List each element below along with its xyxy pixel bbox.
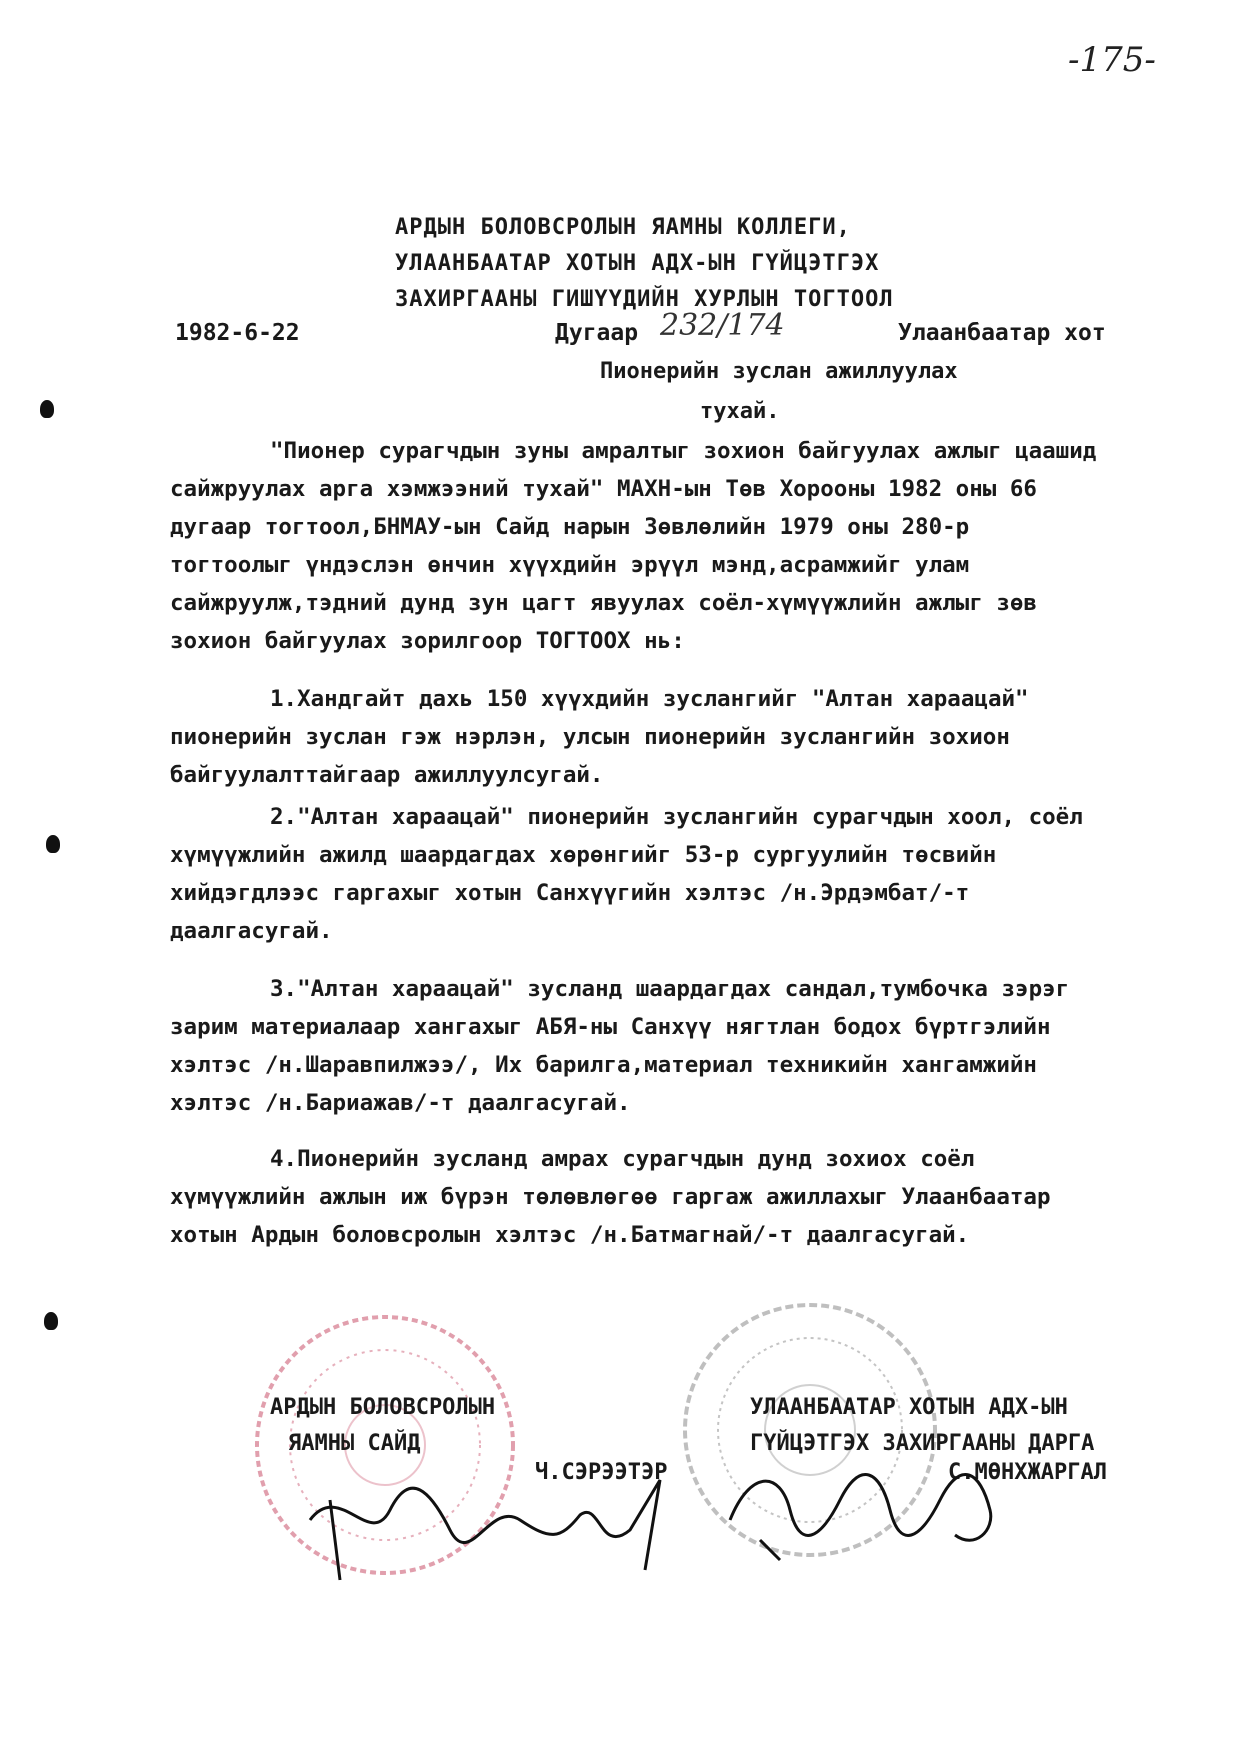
right-signatory-title-line-1: УЛААНБААТАР ХОТЫН АДХ-ЫН [750, 1395, 1068, 1420]
left-signatory-title-line-1: АРДЫН БОЛОВСРОЛЫН [270, 1395, 496, 1420]
right-signatory-title-line-2: ГҮЙЦЭТГЭХ ЗАХИРГААНЫ ДАРГА [750, 1431, 1095, 1456]
document-place: Улаанбаатар хот [898, 320, 1106, 346]
body-paragraph-4 [170, 1140, 1100, 1254]
left-signatory-name: Ч.СЭРЭЭТЭР [535, 1460, 668, 1485]
right-signatory-name: С.МӨНХЖАРГАЛ [948, 1460, 1107, 1485]
document-subject [600, 352, 1100, 432]
body-paragraph-1 [170, 680, 1100, 794]
margin-mark [44, 1312, 58, 1330]
document-number-label: Дугаар [555, 320, 639, 346]
body-paragraph-3-text: 3."Алтан хараацай" зусланд шаардагдах сандал,тумбочка зэрэг зарим материалаар хангахыг АБЯ-ны Санхүү нягтлан бодох бүртгэлийн хэлтэс /н.Шаравпилжээ/, Их барилга,материал техникийн хангамжийн хэлтэс /н.Бариажав/-т даалгасугай. [170, 976, 1070, 1116]
document-header [395, 210, 894, 318]
left-handwritten-signature [300, 1460, 720, 1590]
right-handwritten-signature [720, 1430, 1020, 1570]
page-number: -175- [1068, 40, 1156, 80]
document-date: 1982-6-22 [175, 320, 300, 346]
header-line-2: УЛААНБААТАР ХОТЫН АДХ-ЫН ГҮЙЦЭТГЭХ [395, 251, 880, 276]
left-signatory-title [270, 1390, 495, 1462]
subject-line-2: тухай. [700, 399, 780, 424]
body-paragraph-2 [170, 798, 1100, 950]
subject-line-1: Пионерийн зуслан ажиллуулах [600, 359, 958, 384]
body-paragraph-4-text: 4.Пионерийн зусланд амрах сурагчдын дунд зохиох соёл хүмүүжлийн ажлын иж бүрэн төлөвлөгөө гаргаж ажиллахыг Улаанбаатар хотын Ардын боловсролын хэлтэс /н.Батмагнай/-т даалгасугай. [170, 1146, 1051, 1248]
header-line-3: ЗАХИРГААНЫ ГИШҮҮДИЙН ХУРЛЫН ТОГТООЛ [395, 287, 894, 312]
body-intro-paragraph [170, 432, 1100, 660]
body-paragraph-3 [170, 970, 1100, 1122]
document-number-value: 232/174 [660, 308, 785, 343]
body-paragraph-1-text: 1.Хандгайт дахь 150 хүүхдийн зуслангийг "Алтан хараацай" пионерийн зуслан гэж нэрлэн, улсын пионерийн зуслангийн зохион байгуулалттайгаар ажиллуулсугай. [170, 686, 1029, 788]
margin-mark [40, 400, 54, 418]
margin-mark [46, 835, 60, 853]
left-signatory-title-line-2: ЯАМНЫ САЙД [288, 1431, 421, 1456]
header-line-1: АРДЫН БОЛОВСРОЛЫН ЯАМНЫ КОЛЛЕГИ, [395, 215, 851, 240]
body-paragraph-2-text: 2."Алтан хараацай" пионерийн зуслангийн сурагчдын хоол, соёл хүмүүжлийн ажилд шаардагдах хөрөнгийг 53-р сургуулийн төсвийн хийдэгдлээс гаргахыг хотын Санхүүгийн хэлтэс /н.Эрдэмбат/-т даалгасугай. [170, 804, 1083, 944]
body-intro-text: "Пионер сурагчдын зуны амралтыг зохион байгуулах ажлыг цаашид сайжруулах арга хэмжээний тухай" МАХН-ын Төв Хорооны 1982 оны 66 дугаар тогтоол,БНМАУ-ын Сайд нарын Зөвлөлийн 1979 оны 280-р тогтоолыг үндэслэн өнчин хүүхдийн эрүүл мэнд,асрамжийг улам сайжруулж,тэдний дунд зун цагт явуулах соёл-хүмүүжлийн ажлыг зөв зохион байгуулах зорилгоор ТОГТООХ нь: [170, 438, 1097, 654]
